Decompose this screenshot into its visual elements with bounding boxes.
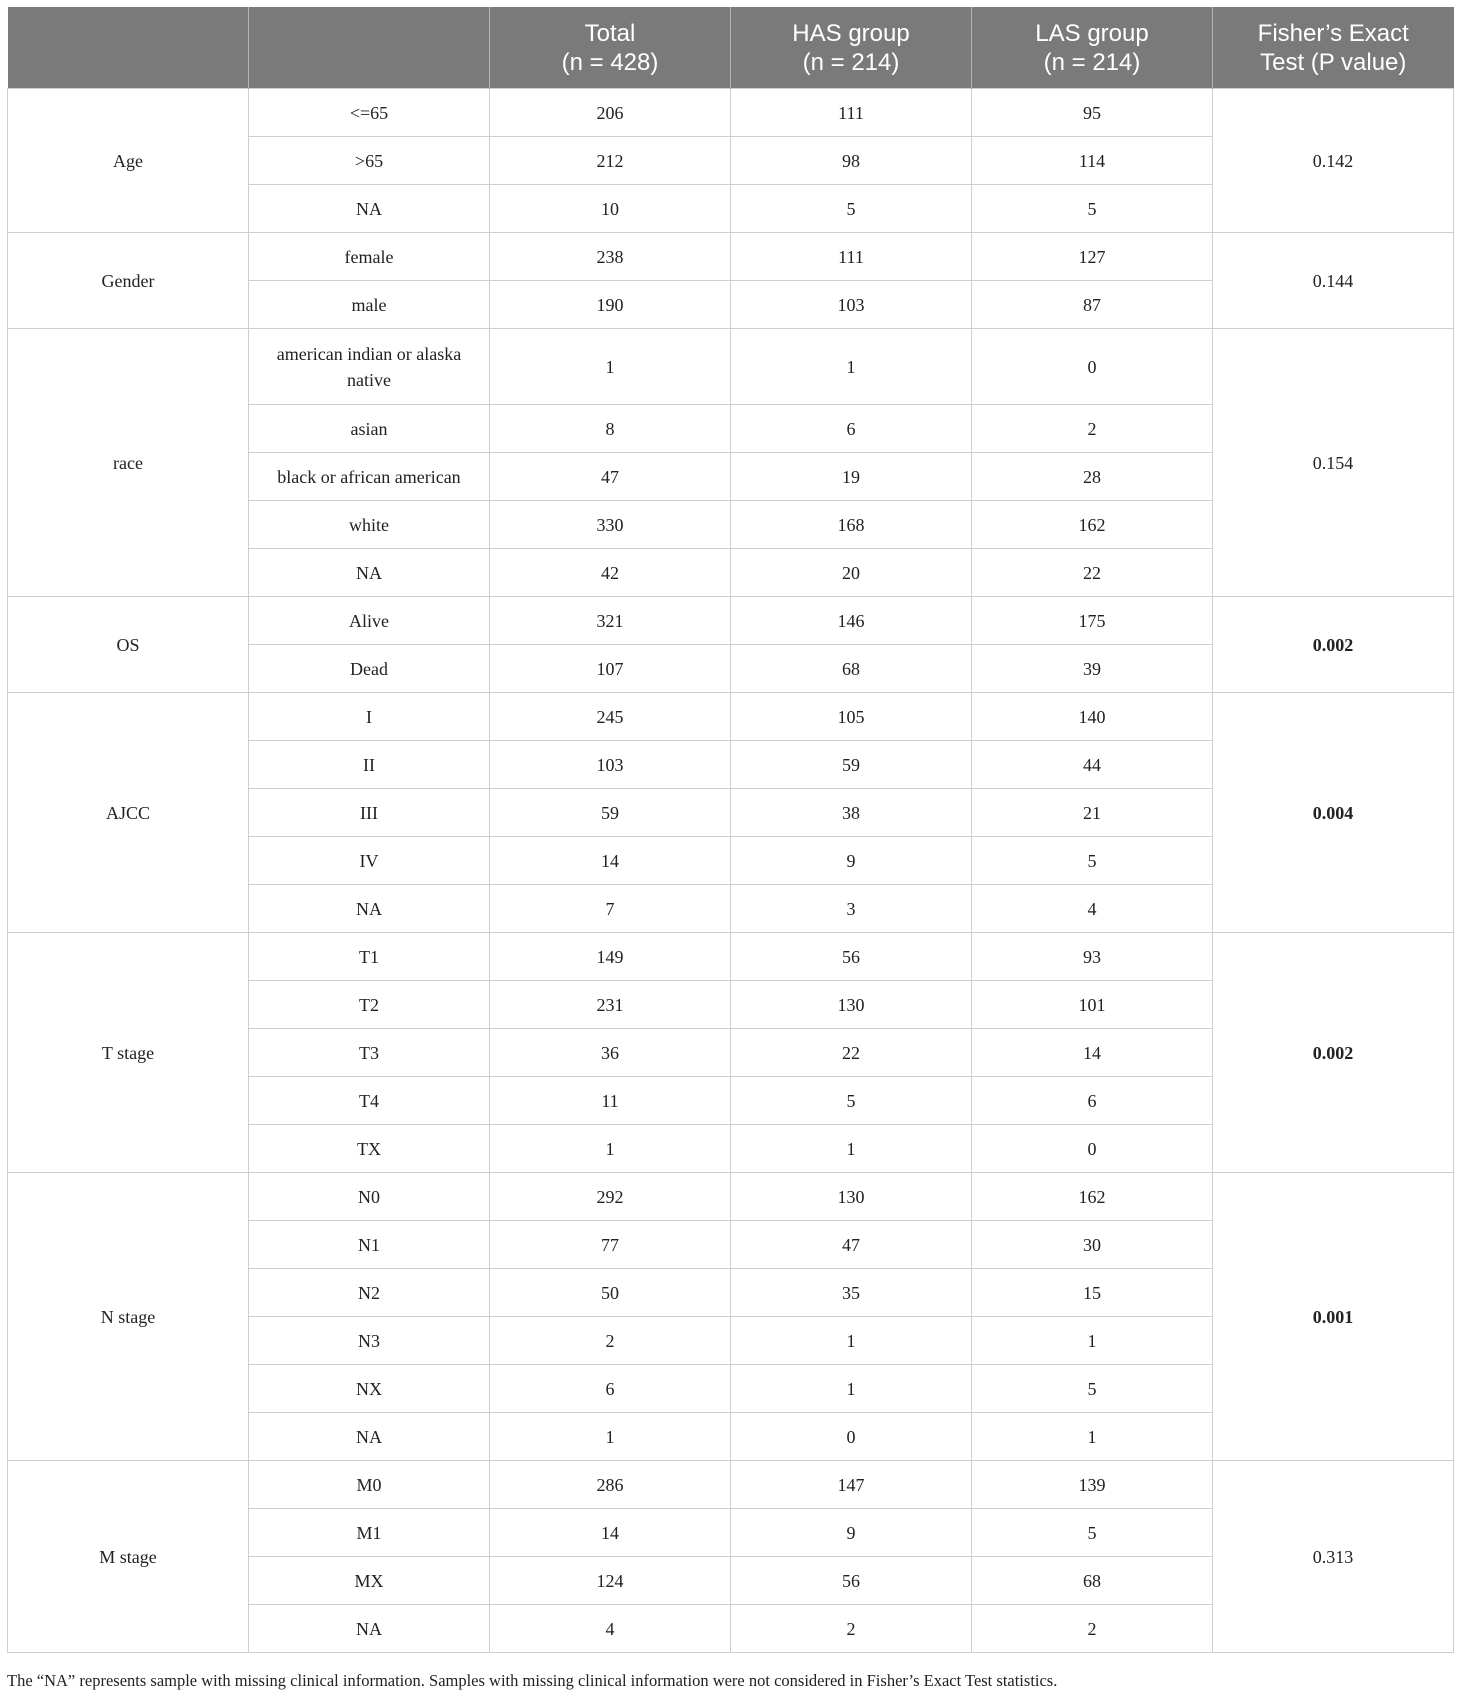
las-group-cell: 2 xyxy=(972,405,1213,453)
total-cell: 149 xyxy=(490,933,731,981)
p-value-cell: 0.001 xyxy=(1213,1173,1454,1461)
has-group-cell: 1 xyxy=(731,1317,972,1365)
total-cell: 286 xyxy=(490,1461,731,1509)
category-cell: Alive xyxy=(249,597,490,645)
category-cell: Dead xyxy=(249,645,490,693)
total-cell: 238 xyxy=(490,233,731,281)
variable-cell: Age xyxy=(8,89,249,233)
las-group-cell: 1 xyxy=(972,1413,1213,1461)
category-cell: T1 xyxy=(249,933,490,981)
total-cell: 212 xyxy=(490,137,731,185)
p-value-cell: 0.313 xyxy=(1213,1461,1454,1653)
has-group-cell: 1 xyxy=(731,1365,972,1413)
header-variable-column xyxy=(8,7,249,89)
las-group-cell: 2 xyxy=(972,1605,1213,1653)
las-group-cell: 95 xyxy=(972,89,1213,137)
has-group-cell: 147 xyxy=(731,1461,972,1509)
total-cell: 1 xyxy=(490,1413,731,1461)
variable-cell: Gender xyxy=(8,233,249,329)
variable-cell: AJCC xyxy=(8,693,249,933)
las-group-cell: 0 xyxy=(972,1125,1213,1173)
has-group-cell: 3 xyxy=(731,885,972,933)
total-cell: 1 xyxy=(490,329,731,405)
category-cell: II xyxy=(249,741,490,789)
las-group-cell: 30 xyxy=(972,1221,1213,1269)
has-group-cell: 146 xyxy=(731,597,972,645)
las-group-cell: 21 xyxy=(972,789,1213,837)
variable-cell: OS xyxy=(8,597,249,693)
category-cell: N2 xyxy=(249,1269,490,1317)
total-cell: 1 xyxy=(490,1125,731,1173)
total-cell: 11 xyxy=(490,1077,731,1125)
total-cell: 42 xyxy=(490,549,731,597)
las-group-cell: 162 xyxy=(972,1173,1213,1221)
total-cell: 47 xyxy=(490,453,731,501)
category-cell: N0 xyxy=(249,1173,490,1221)
category-cell: T4 xyxy=(249,1077,490,1125)
las-group-cell: 5 xyxy=(972,1365,1213,1413)
las-group-cell: 175 xyxy=(972,597,1213,645)
category-cell: <=65 xyxy=(249,89,490,137)
total-cell: 245 xyxy=(490,693,731,741)
table-footnote: The “NA” represents sample with missing clinical information. Samples with missing clinical information were not considered in Fisher’s Exact Test statistics. xyxy=(7,1671,1058,1690)
total-cell: 4 xyxy=(490,1605,731,1653)
table-row xyxy=(8,1461,1454,1509)
total-cell: 107 xyxy=(490,645,731,693)
header-total-line1: Total xyxy=(584,19,636,47)
header-total-line2: (n = 428) xyxy=(561,48,659,76)
las-group-cell: 0 xyxy=(972,329,1213,405)
header-category-column xyxy=(249,7,490,89)
total-cell: 8 xyxy=(490,405,731,453)
has-group-cell: 5 xyxy=(731,1077,972,1125)
table-row xyxy=(8,1173,1454,1221)
total-cell: 77 xyxy=(490,1221,731,1269)
total-cell: 231 xyxy=(490,981,731,1029)
has-group-cell: 56 xyxy=(731,1557,972,1605)
header-total xyxy=(490,7,731,89)
total-cell: 103 xyxy=(490,741,731,789)
p-value-cell: 0.144 xyxy=(1213,233,1454,329)
category-cell: M0 xyxy=(249,1461,490,1509)
p-value-cell: 0.154 xyxy=(1213,329,1454,597)
total-cell: 14 xyxy=(490,837,731,885)
table-row xyxy=(8,933,1454,981)
p-value-cell: 0.002 xyxy=(1213,597,1454,693)
p-value-cell: 0.004 xyxy=(1213,693,1454,933)
table-row xyxy=(8,329,1454,405)
las-group-cell: 93 xyxy=(972,933,1213,981)
has-group-cell: 6 xyxy=(731,405,972,453)
category-cell: TX xyxy=(249,1125,490,1173)
total-cell: 36 xyxy=(490,1029,731,1077)
category-cell: N3 xyxy=(249,1317,490,1365)
header-las-line2: (n = 214) xyxy=(1043,48,1141,76)
clinical-characteristics-table xyxy=(7,7,1454,1653)
las-group-cell: 14 xyxy=(972,1029,1213,1077)
las-group-cell: 101 xyxy=(972,981,1213,1029)
variable-cell: M stage xyxy=(8,1461,249,1653)
has-group-cell: 130 xyxy=(731,981,972,1029)
total-cell: 124 xyxy=(490,1557,731,1605)
header-fisher-line2: Test (P value) xyxy=(1260,48,1407,76)
total-cell: 6 xyxy=(490,1365,731,1413)
header-has-line2: (n = 214) xyxy=(802,48,900,76)
las-group-cell: 5 xyxy=(972,1509,1213,1557)
has-group-cell: 59 xyxy=(731,741,972,789)
category-cell: T2 xyxy=(249,981,490,1029)
variable-cell: race xyxy=(8,329,249,597)
has-group-cell: 168 xyxy=(731,501,972,549)
category-cell: IV xyxy=(249,837,490,885)
header-row xyxy=(8,7,1454,89)
las-group-cell: 28 xyxy=(972,453,1213,501)
category-cell: III xyxy=(249,789,490,837)
has-group-cell: 38 xyxy=(731,789,972,837)
las-group-cell: 87 xyxy=(972,281,1213,329)
has-group-cell: 22 xyxy=(731,1029,972,1077)
variable-cell: N stage xyxy=(8,1173,249,1461)
las-group-cell: 68 xyxy=(972,1557,1213,1605)
has-group-cell: 56 xyxy=(731,933,972,981)
las-group-cell: 44 xyxy=(972,741,1213,789)
total-cell: 292 xyxy=(490,1173,731,1221)
las-group-cell: 6 xyxy=(972,1077,1213,1125)
category-cell: N1 xyxy=(249,1221,490,1269)
category-cell: NA xyxy=(249,185,490,233)
las-group-cell: 162 xyxy=(972,501,1213,549)
category-cell: NX xyxy=(249,1365,490,1413)
category-cell: >65 xyxy=(249,137,490,185)
header-has-line1: HAS group xyxy=(792,19,910,47)
category-cell: NA xyxy=(249,885,490,933)
clinical-table-container xyxy=(7,7,1453,1653)
total-cell: 14 xyxy=(490,1509,731,1557)
has-group-cell: 9 xyxy=(731,837,972,885)
table-row xyxy=(8,89,1454,137)
category-cell: american indian or alaska native xyxy=(249,329,490,405)
header-las-line1: LAS group xyxy=(1035,19,1149,47)
header-fisher-line1: Fisher’s Exact xyxy=(1257,19,1409,47)
total-cell: 206 xyxy=(490,89,731,137)
las-group-cell: 5 xyxy=(972,837,1213,885)
category-cell: NA xyxy=(249,549,490,597)
table-body xyxy=(8,89,1454,1653)
total-cell: 10 xyxy=(490,185,731,233)
variable-cell: T stage xyxy=(8,933,249,1173)
table-row xyxy=(8,233,1454,281)
category-cell: NA xyxy=(249,1605,490,1653)
las-group-cell: 127 xyxy=(972,233,1213,281)
has-group-cell: 103 xyxy=(731,281,972,329)
has-group-cell: 1 xyxy=(731,1125,972,1173)
has-group-cell: 111 xyxy=(731,233,972,281)
las-group-cell: 4 xyxy=(972,885,1213,933)
category-cell: T3 xyxy=(249,1029,490,1077)
category-cell: M1 xyxy=(249,1509,490,1557)
has-group-cell: 68 xyxy=(731,645,972,693)
p-value-cell: 0.142 xyxy=(1213,89,1454,233)
las-group-cell: 114 xyxy=(972,137,1213,185)
las-group-cell: 39 xyxy=(972,645,1213,693)
total-cell: 7 xyxy=(490,885,731,933)
p-value-cell: 0.002 xyxy=(1213,933,1454,1173)
category-cell: female xyxy=(249,233,490,281)
has-group-cell: 20 xyxy=(731,549,972,597)
has-group-cell: 1 xyxy=(731,329,972,405)
las-group-cell: 140 xyxy=(972,693,1213,741)
table-header xyxy=(8,7,1454,89)
header-has-group xyxy=(731,7,972,89)
has-group-cell: 98 xyxy=(731,137,972,185)
category-cell: I xyxy=(249,693,490,741)
has-group-cell: 0 xyxy=(731,1413,972,1461)
total-cell: 2 xyxy=(490,1317,731,1365)
has-group-cell: 47 xyxy=(731,1221,972,1269)
category-cell: white xyxy=(249,501,490,549)
has-group-cell: 5 xyxy=(731,185,972,233)
category-cell: NA xyxy=(249,1413,490,1461)
total-cell: 59 xyxy=(490,789,731,837)
category-cell: asian xyxy=(249,405,490,453)
has-group-cell: 105 xyxy=(731,693,972,741)
category-cell: male xyxy=(249,281,490,329)
total-cell: 330 xyxy=(490,501,731,549)
las-group-cell: 1 xyxy=(972,1317,1213,1365)
category-cell: MX xyxy=(249,1557,490,1605)
category-cell: black or african american xyxy=(249,453,490,501)
total-cell: 190 xyxy=(490,281,731,329)
table-row xyxy=(8,693,1454,741)
total-cell: 321 xyxy=(490,597,731,645)
has-group-cell: 130 xyxy=(731,1173,972,1221)
las-group-cell: 15 xyxy=(972,1269,1213,1317)
has-group-cell: 19 xyxy=(731,453,972,501)
header-las-group xyxy=(972,7,1213,89)
header-fisher-p-value xyxy=(1213,7,1454,89)
las-group-cell: 5 xyxy=(972,185,1213,233)
las-group-cell: 139 xyxy=(972,1461,1213,1509)
total-cell: 50 xyxy=(490,1269,731,1317)
has-group-cell: 111 xyxy=(731,89,972,137)
table-row xyxy=(8,597,1454,645)
has-group-cell: 35 xyxy=(731,1269,972,1317)
has-group-cell: 9 xyxy=(731,1509,972,1557)
las-group-cell: 22 xyxy=(972,549,1213,597)
has-group-cell: 2 xyxy=(731,1605,972,1653)
